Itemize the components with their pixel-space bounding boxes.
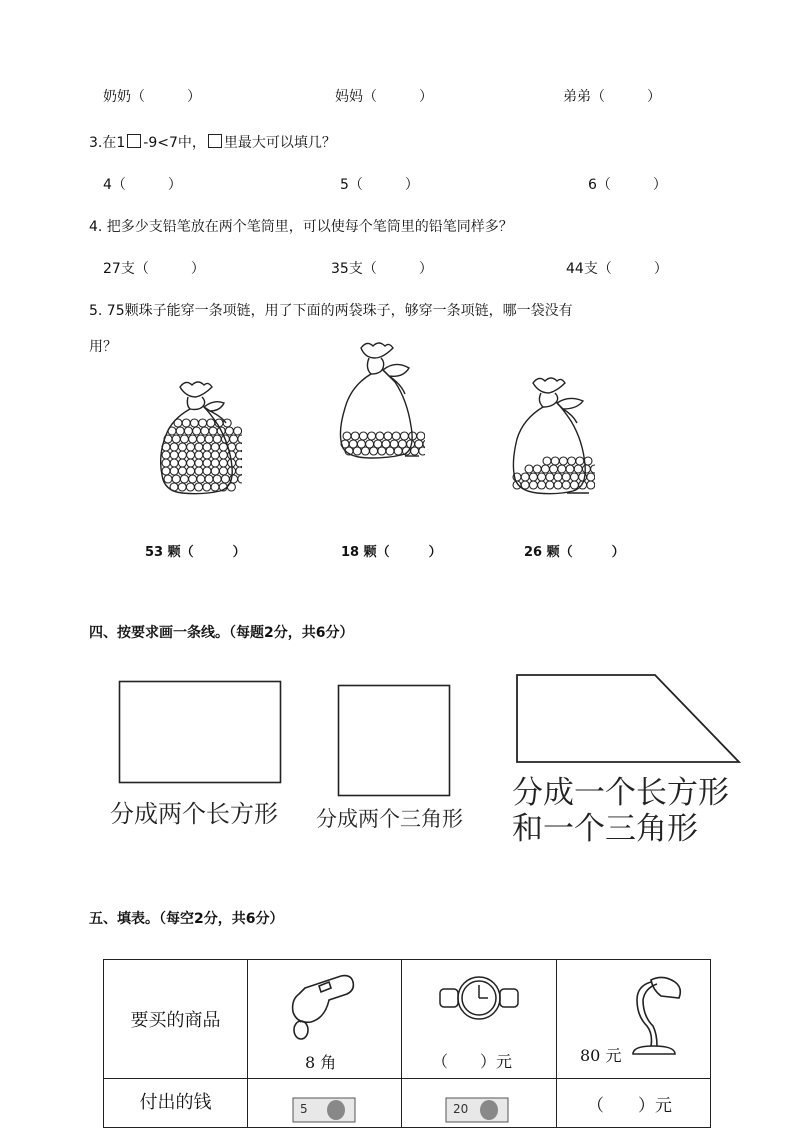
bead xyxy=(551,457,559,465)
bead xyxy=(213,475,221,483)
option-grandma: 奶奶（ ） xyxy=(103,89,201,105)
bead xyxy=(353,447,361,455)
bead xyxy=(541,465,549,473)
q3-text-a: 3.在1 xyxy=(89,135,126,151)
bead xyxy=(174,419,182,427)
q3-option-4: 4（ ） xyxy=(103,177,182,193)
bead xyxy=(172,475,180,483)
bead xyxy=(190,419,198,427)
q3-box-1 xyxy=(127,134,141,148)
bead xyxy=(562,473,570,481)
bead xyxy=(359,432,367,440)
cell-paid-twenty xyxy=(402,1079,557,1128)
bead xyxy=(168,427,176,435)
bead xyxy=(543,457,551,465)
bead xyxy=(386,447,394,455)
bead xyxy=(368,432,376,440)
bead xyxy=(533,465,541,473)
cell-paid-five xyxy=(248,1079,402,1128)
bead xyxy=(570,473,578,481)
section4-heading: 四、按要求画一条线。（每题2分，共6分） xyxy=(89,625,354,641)
bead xyxy=(170,467,178,475)
bead xyxy=(521,473,529,481)
banknote-20-icon xyxy=(445,1097,509,1123)
bead xyxy=(162,451,170,459)
bead xyxy=(546,473,554,481)
q4-option-27: 27支（ ） xyxy=(103,261,205,277)
whistle-icon xyxy=(285,970,361,1046)
bead xyxy=(211,467,219,475)
q3-box-2 xyxy=(208,134,222,148)
bead xyxy=(193,427,201,435)
bead xyxy=(223,419,231,427)
bead xyxy=(187,467,195,475)
bead xyxy=(361,447,369,455)
bead xyxy=(238,435,242,443)
bead xyxy=(236,459,242,467)
bead xyxy=(576,457,584,465)
q3-question xyxy=(89,132,336,152)
cell-whistle xyxy=(248,960,402,1079)
shape-rectangle xyxy=(118,680,284,785)
bead xyxy=(187,459,195,467)
bead xyxy=(400,432,408,440)
bead xyxy=(587,481,595,489)
option-brother: 弟弟（ ） xyxy=(563,89,661,105)
bead xyxy=(209,427,217,435)
bead xyxy=(566,465,574,473)
shape-trapezoid xyxy=(515,673,743,765)
bead xyxy=(211,443,219,451)
bead xyxy=(195,451,203,459)
bead xyxy=(211,451,219,459)
bead xyxy=(227,483,235,491)
bead xyxy=(236,451,242,459)
bead xyxy=(180,435,188,443)
bead xyxy=(384,432,392,440)
bead xyxy=(178,467,186,475)
bead xyxy=(236,467,242,475)
bead xyxy=(187,451,195,459)
bead-bag-small xyxy=(325,338,425,466)
bead xyxy=(182,419,190,427)
bead xyxy=(170,451,178,459)
bead xyxy=(228,443,236,451)
bead xyxy=(568,457,576,465)
bead xyxy=(189,475,197,483)
label-two-triangles: 分成两个三角形 xyxy=(316,807,463,831)
label-rectangle-and-triangle-line1: 分成一个长方形 xyxy=(512,775,729,811)
q3-option-5: 5（ ） xyxy=(340,177,419,193)
bead xyxy=(178,443,186,451)
bead xyxy=(186,483,194,491)
bead xyxy=(392,432,400,440)
bead xyxy=(178,459,186,467)
bead xyxy=(538,481,546,489)
q5-option-26: 26 颗（ ） xyxy=(524,545,625,560)
bead xyxy=(187,443,195,451)
bead xyxy=(176,427,184,435)
label-rectangle-and-triangle-line2: 和一个三角形 xyxy=(512,811,698,847)
bead xyxy=(394,447,402,455)
q5-question-line2: 用？ xyxy=(89,339,117,355)
bead xyxy=(162,467,170,475)
bead xyxy=(172,435,180,443)
bead xyxy=(189,435,197,443)
label-two-rectangles: 分成两个长方形 xyxy=(110,800,278,828)
bead xyxy=(197,435,205,443)
bead xyxy=(419,447,425,455)
bead xyxy=(207,419,215,427)
bead xyxy=(205,475,213,483)
bead xyxy=(213,435,221,443)
bead xyxy=(184,427,192,435)
bead xyxy=(195,443,203,451)
q5-option-18: 18 颗（ ） xyxy=(341,545,442,560)
bead xyxy=(203,483,211,491)
paid-lamp: （ ）元 xyxy=(587,1096,672,1116)
bead-bag-medium xyxy=(503,373,595,498)
option-mom: 妈妈（ ） xyxy=(335,89,433,105)
bead xyxy=(211,483,219,491)
q5-question-line1: 5. 75颗珠子能穿一条项链，用了下面的两袋珠子，够穿一条项链，哪一袋没有 xyxy=(89,303,573,319)
row-label-paid: 付出的钱 xyxy=(104,1079,248,1128)
price-watch: （ ）元 xyxy=(432,1052,513,1071)
bead xyxy=(203,443,211,451)
bead xyxy=(203,451,211,459)
banknote-5-value: 5 xyxy=(300,1102,308,1116)
bead xyxy=(170,459,178,467)
bead xyxy=(203,467,211,475)
bead xyxy=(570,481,578,489)
bead xyxy=(587,473,595,481)
bead xyxy=(238,475,242,483)
bead xyxy=(562,481,570,489)
price-lamp: 80 元 xyxy=(580,1046,622,1065)
bead xyxy=(591,465,595,473)
bead xyxy=(180,475,188,483)
bead xyxy=(178,483,186,491)
bead xyxy=(164,475,172,483)
bead xyxy=(521,481,529,489)
bead xyxy=(546,481,554,489)
bead xyxy=(219,443,227,451)
bead xyxy=(554,481,562,489)
lamp-icon xyxy=(623,974,695,1058)
q5-option-53: 53 颗（ ） xyxy=(145,545,246,560)
section5-heading: 五、填表。（每空2分，共6分） xyxy=(89,911,284,927)
q3-text-b: -9<7中， xyxy=(143,135,206,151)
watch-icon xyxy=(438,973,520,1023)
bead xyxy=(201,427,209,435)
bead xyxy=(197,475,205,483)
bead xyxy=(417,432,425,440)
bead xyxy=(199,419,207,427)
bead xyxy=(170,483,178,491)
bead xyxy=(205,435,213,443)
bead xyxy=(574,465,582,473)
bead xyxy=(211,459,219,467)
bead xyxy=(538,473,546,481)
bead xyxy=(162,459,170,467)
bead xyxy=(582,465,590,473)
row-label-items: 要买的商品 xyxy=(104,960,248,1079)
bead-bag-large xyxy=(152,375,242,500)
bead xyxy=(529,481,537,489)
bead xyxy=(195,459,203,467)
purchase-table xyxy=(103,959,711,1128)
bead xyxy=(559,457,567,465)
q3-option-6: 6（ ） xyxy=(588,177,667,193)
bead xyxy=(219,459,227,467)
bead xyxy=(219,467,227,475)
q4-option-35: 35支（ ） xyxy=(331,261,433,277)
q4-question: 4. 把多少支铅笔放在两个笔筒里，可以使每个笔筒里的铅笔同样多？ xyxy=(89,219,513,235)
bead xyxy=(162,443,170,451)
bead xyxy=(370,447,378,455)
bead xyxy=(378,447,386,455)
price-whistle: 8 角 xyxy=(305,1053,337,1072)
bead xyxy=(234,427,242,435)
bead xyxy=(178,451,186,459)
bead xyxy=(203,459,211,467)
bead xyxy=(525,465,533,473)
bead xyxy=(228,451,236,459)
bead xyxy=(351,432,359,440)
cell-watch xyxy=(402,960,557,1079)
bead xyxy=(376,432,384,440)
bead xyxy=(411,447,419,455)
cell-paid-lamp xyxy=(557,1079,711,1128)
bead xyxy=(221,475,229,483)
q3-text-c: 里最大可以填几？ xyxy=(223,135,336,151)
cell-lamp xyxy=(557,960,711,1079)
bead xyxy=(343,432,351,440)
banknote-20-value: 20 xyxy=(453,1102,469,1116)
bead xyxy=(554,473,562,481)
bead xyxy=(170,443,178,451)
q4-option-44: 44支（ ） xyxy=(566,261,668,277)
bead xyxy=(195,467,203,475)
bead xyxy=(225,427,233,435)
banknote-5-icon xyxy=(292,1097,356,1123)
bead xyxy=(558,465,566,473)
bead xyxy=(236,443,242,451)
bead xyxy=(550,465,558,473)
bead xyxy=(230,435,238,443)
shape-square xyxy=(337,684,453,798)
bead xyxy=(195,483,203,491)
bead xyxy=(219,451,227,459)
bead xyxy=(529,473,537,481)
